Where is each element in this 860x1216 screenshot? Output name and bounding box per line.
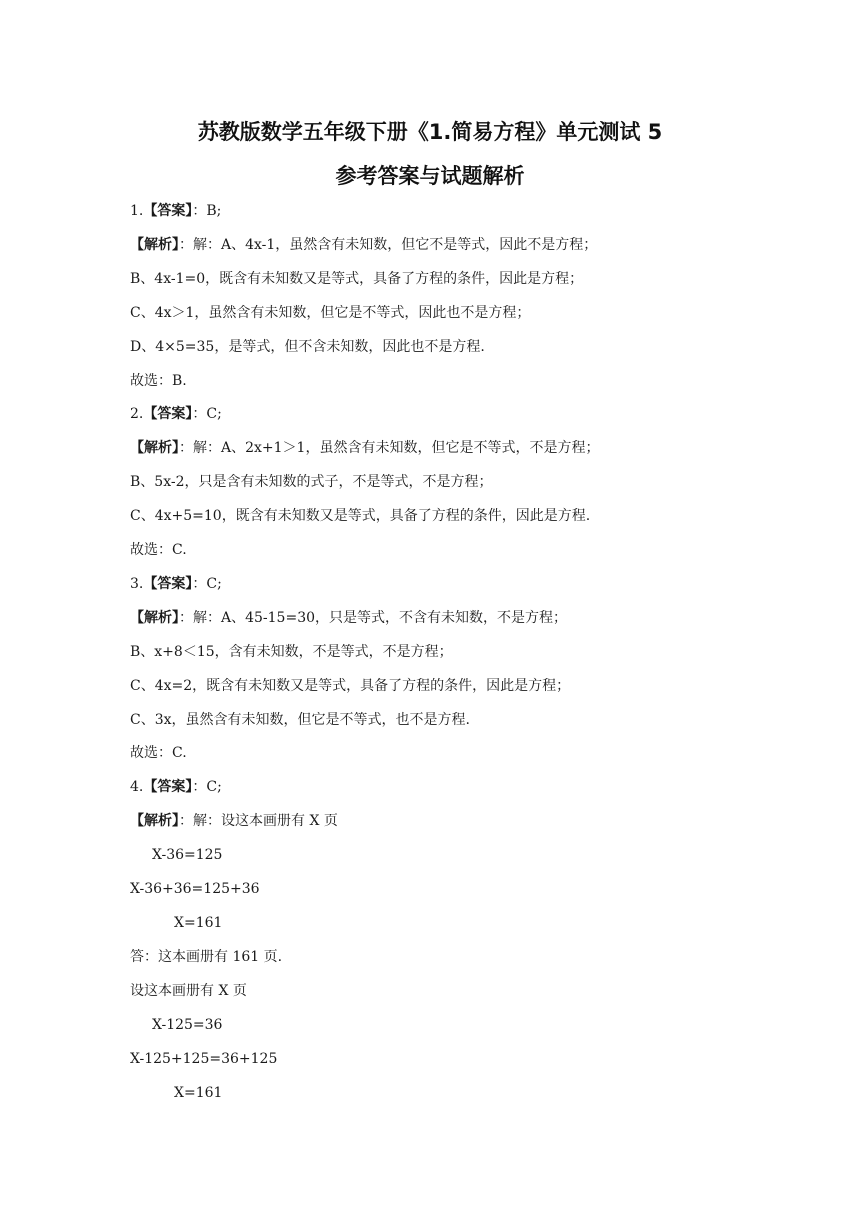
equation-line: X=161 bbox=[174, 915, 223, 931]
q1-analysis-line: D、4×5=35，是等式，但不含未知数，因此也不是方程. bbox=[130, 339, 485, 355]
analysis-tag: 【解析】 bbox=[130, 610, 179, 626]
answer-tag: 【答案】 bbox=[143, 203, 193, 219]
q2-analysis-line: C、4x+5=10，既含有未知数又是等式，具备了方程的条件，因此是方程. bbox=[130, 508, 591, 524]
q3-analysis-line bbox=[130, 609, 567, 627]
q1-answer-line bbox=[130, 202, 221, 220]
q3-analysis-line: C、3x，虽然含有未知数，但它是不等式，也不是方程. bbox=[130, 712, 470, 728]
q3-answer: ：C; bbox=[192, 576, 222, 592]
analysis-tag: 【解析】 bbox=[130, 813, 179, 829]
q3-analysis-line: C、4x=2，既含有未知数又是等式，具备了方程的条件，因此是方程； bbox=[130, 678, 571, 694]
equation-line: X-125+125=36+125 bbox=[130, 1051, 278, 1067]
q3-answer-line bbox=[130, 575, 222, 593]
equation-line: X-36=125 bbox=[152, 847, 223, 863]
q2-answer: ：C; bbox=[192, 406, 222, 422]
q4-answer-line bbox=[130, 778, 222, 796]
q3-conclusion: 故选：C. bbox=[130, 745, 187, 761]
q4-answer: ：C; bbox=[192, 779, 222, 795]
q4-number: 4. bbox=[130, 779, 144, 795]
equation-line: X-125=36 bbox=[152, 1017, 223, 1033]
analysis-tag: 【解析】 bbox=[130, 237, 179, 253]
q3-number: 3. bbox=[130, 576, 144, 592]
q1-analysis-line: C、4x＞1，虽然含有未知数，但它是不等式，因此也不是方程； bbox=[130, 305, 531, 321]
q4-analysis-line: 设这本画册有 X 页 bbox=[130, 983, 247, 999]
q1-conclusion: 故选：B. bbox=[130, 373, 187, 389]
q2-answer-line bbox=[130, 405, 222, 423]
q2-number: 2. bbox=[130, 406, 144, 422]
answer-tag: 【答案】 bbox=[143, 779, 193, 795]
answer-tag: 【答案】 bbox=[143, 406, 193, 422]
q1-analysis-line: B、4x-1=0，既含有未知数又是等式，具备了方程的条件，因此是方程； bbox=[130, 271, 584, 287]
q1-analysis-text: ：解：A、4x-1，虽然含有未知数，但它不是等式，因此不是方程； bbox=[179, 237, 598, 253]
q2-analysis-line bbox=[130, 439, 599, 457]
q4-analysis-line bbox=[130, 812, 338, 830]
q4-answer-statement: 答：这本画册有 161 页. bbox=[130, 949, 283, 965]
q1-analysis-line bbox=[130, 236, 597, 254]
q1-number: 1. bbox=[130, 203, 144, 219]
analysis-tag: 【解析】 bbox=[130, 440, 179, 456]
q2-analysis-text: ：解：A、2x+1＞1，虽然含有未知数，但它是不等式，不是方程； bbox=[179, 440, 600, 456]
q3-analysis-text: ：解：A、45-15=30，只是等式，不含有未知数，不是方程； bbox=[179, 610, 568, 626]
equation-line: X=161 bbox=[174, 1085, 223, 1101]
document-title: 苏教版数学五年级下册《1.简易方程》单元测试 5 bbox=[197, 120, 663, 144]
answer-tag: 【答案】 bbox=[143, 576, 193, 592]
q2-analysis-line: B、5x-2，只是含有未知数的式子，不是等式，不是方程； bbox=[130, 474, 493, 490]
q2-conclusion: 故选：C. bbox=[130, 542, 187, 558]
q4-analysis-text: ：解：设这本画册有 X 页 bbox=[179, 813, 338, 829]
equation-line: X-36+36=125+36 bbox=[130, 881, 260, 897]
q1-answer: ：B; bbox=[192, 203, 222, 219]
q3-analysis-line: B、x+8＜15，含有未知数，不是等式，不是方程； bbox=[130, 644, 453, 660]
document-subtitle: 参考答案与试题解析 bbox=[335, 164, 525, 188]
